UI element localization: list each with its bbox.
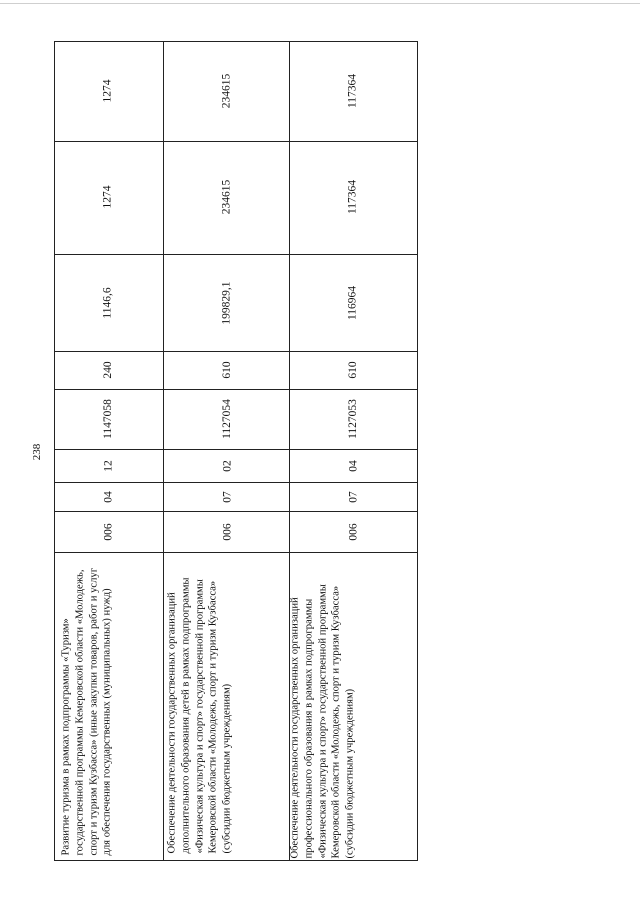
amount-3-cell: 117364 xyxy=(346,73,359,109)
subsection-cell: 02 xyxy=(221,460,234,472)
ministry-cell: 006 xyxy=(102,523,115,541)
expense-type-cell: 240 xyxy=(102,361,114,379)
ministry-cell: 006 xyxy=(347,523,360,541)
expense-type-cell: 610 xyxy=(221,361,233,379)
section-cell: 07 xyxy=(347,491,360,503)
subsection-cell: 04 xyxy=(347,460,360,472)
target-article-cell: 1127054 xyxy=(221,399,233,439)
section-cell: 04 xyxy=(102,491,115,503)
amount-3-cell: 234615 xyxy=(220,73,233,109)
amount-1-cell: 1146,6 xyxy=(101,287,114,319)
expense-type-cell: 610 xyxy=(347,361,359,379)
section-cell: 07 xyxy=(221,491,234,503)
budget-table xyxy=(54,41,418,861)
amount-1-cell: 116964 xyxy=(346,285,359,321)
amount-2-cell: 1274 xyxy=(101,185,114,209)
description-cell: Развитие туризма в рамках подпрограммы «Туризм» государственной программы Кемеровской области «Молодежь, спорт и туризм Кузбасса» (иные закупки товаров, работ и услуг для обеспечения государственных (муниципальных) нужд) xyxy=(60,567,113,856)
amount-2-cell: 117364 xyxy=(346,179,359,215)
target-article-cell: 1127053 xyxy=(347,399,359,439)
top-edge-line xyxy=(0,3,640,4)
page-number: 238 xyxy=(31,443,43,461)
amount-1-cell: 199829,1 xyxy=(220,281,233,325)
target-article-cell: 1147058 xyxy=(102,399,114,439)
description-cell: Обеспечение деятельности государственных организаций дополнительного образования детей в рамках подпрограммы «Физическая культура и спорт» государственной программы Кемеровской области «Молодежь, спорт и туризм Кузбасса» (субсидии бюджетным учреждениям) xyxy=(166,577,233,854)
amount-3-cell: 1274 xyxy=(101,79,114,103)
amount-2-cell: 234615 xyxy=(220,179,233,215)
subsection-cell: 12 xyxy=(102,460,115,472)
description-cell: Обеспечение деятельности государственных организаций профессионального образования в рамках подпрограммы «Физическая культура и спорт» государственной программы Кемеровской области «Молодежь, спорт и туризм Кузбасса» (субсидии бюджетным учреждениям) xyxy=(289,584,356,859)
ministry-cell: 006 xyxy=(221,523,234,541)
